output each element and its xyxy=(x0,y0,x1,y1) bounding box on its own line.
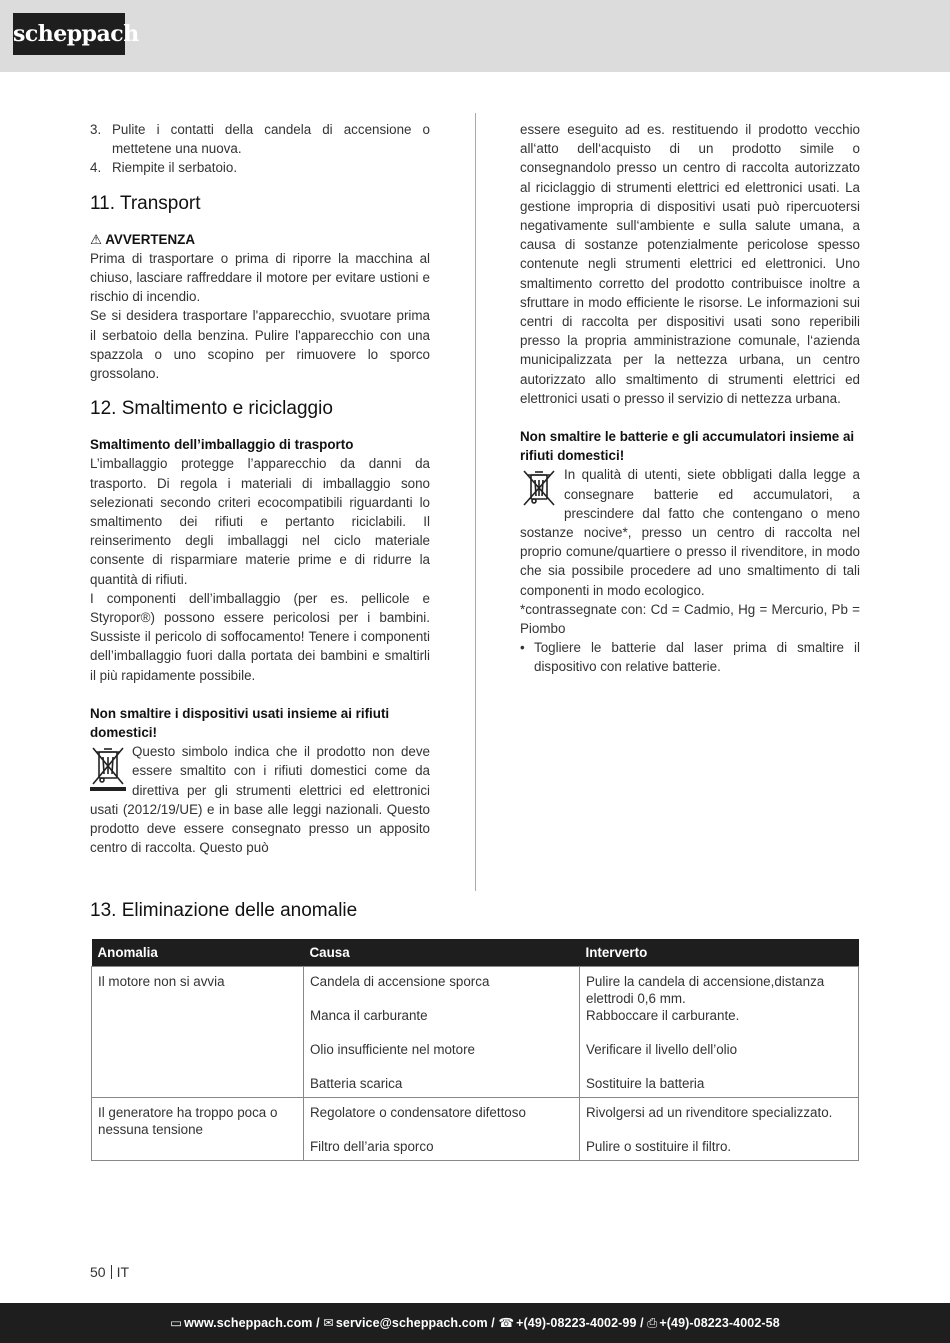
packaging-paragraph: L’imballaggio protegge l’apparecchio da danni da trasporto. Di regola i materiali di imballaggio sono selezionati secondo criteri ecocompatibili riguardanti lo smaltimento dei rifiuti e pertanto riciclabili. Il reinserimento degli imballaggi nel ciclo materiale consente di risparmiare materie prime e di ridurre la quantità di rifiuti. xyxy=(90,456,430,587)
cell-text: Regolatore o condensatore difettoso xyxy=(310,1105,526,1120)
cell-text: Rivolgersi ad un rivenditore specializzato. xyxy=(586,1105,833,1120)
fax-number: +(49)-08223-4002-58 xyxy=(659,1316,780,1330)
website-link[interactable]: www.scheppach.com xyxy=(184,1316,313,1330)
column-divider xyxy=(475,113,476,891)
cell-text: Verificare il livello dell’olio xyxy=(586,1042,738,1057)
footer-separator: / xyxy=(491,1316,495,1330)
section-heading-smaltimento: 12. Smaltimento e riciclaggio xyxy=(90,398,333,420)
list-item xyxy=(90,158,430,177)
list-item-text: Pulite i contatti della candela di accensione o mettetene una nuova. xyxy=(112,122,430,157)
table-row xyxy=(92,1098,859,1161)
table-cell-anomalia xyxy=(92,1098,304,1161)
list-item xyxy=(90,120,430,158)
list-item-text: Riempite il serbatoio. xyxy=(112,160,238,176)
column-header-causa: Causa xyxy=(304,939,580,967)
table-cell-causa xyxy=(304,1098,580,1161)
cell-text: Il generatore ha troppo poca o nessuna tensione xyxy=(98,1105,278,1137)
transport-paragraph: Se si desidera trasportare l'apparecchio, svuotare prima il serbatoio della benzina. Pulire l'apparecchio con una spazzola o uno scopino per rimuovere lo sporco grossolano. xyxy=(90,308,430,382)
email-link[interactable]: service@scheppach.com xyxy=(335,1316,488,1330)
page-number xyxy=(90,1264,129,1280)
scheppach-logo[interactable]: scheppach xyxy=(13,13,125,55)
cell-text: Pulire o sostituire il filtro. xyxy=(586,1139,732,1154)
left-column xyxy=(90,120,430,858)
page-language: IT xyxy=(116,1264,130,1280)
phone-icon: ☎ xyxy=(498,1316,515,1330)
cell-text: Rabboccare il carburante. xyxy=(586,1008,740,1023)
warning-label: ⚠ AVVERTENZA xyxy=(90,231,195,247)
list-item-number: 3. xyxy=(90,122,102,137)
devices-disposal-heading: Non smaltire i dispositivi usati insieme ai rifiuti domestici! xyxy=(90,705,390,741)
phone-number[interactable]: +(49)-08223-4002-99 xyxy=(516,1316,637,1330)
cell-text: Batteria scarica xyxy=(310,1076,403,1091)
bullet-dot: • xyxy=(520,640,525,656)
troubleshooting-table xyxy=(91,939,859,1161)
footer-contacts xyxy=(0,1315,950,1331)
footer-separator: / xyxy=(316,1316,320,1330)
fax-icon: ⎙ xyxy=(647,1316,658,1330)
section-heading-anomalie: 13. Eliminazione delle anomalie xyxy=(90,900,358,921)
disposal-continued-paragraph: essere eseguito ad es. restituendo il prodotto vecchio all‘atto dell‘acquisto di un prodotto simile o consegnandolo presso un centro di raccolta autorizzato al riciclaggio di strumenti elettrici ed elettronici usati. La gestione impropria di dispositivi usati può ripercuotersi negativamente sull‘ambiente e sulla salute umana, a causa di sostanze potenzialmente pericolose spesso contenute negli strumenti elettrici ed elettronici. Uno smaltimento corretto del prodotto contribuisce inoltre a sfruttare in modo efficiente le risorse. Le informazioni sui centri di raccolta per dispositivi usati sono reperibili presso la propria amministrazione comunale, l‘azienda municipalizzata per la nettezza urbana, un centro autorizzato allo smaltimento di strumenti elettrici ed elettronici usati o presso il servizio di nettezza urbana. xyxy=(520,122,860,406)
transport-paragraph: Prima di trasportare o prima di riporre la macchina al chiuso, lasciare raffreddare il motore per evitare ustioni e rischio di incendio. xyxy=(90,250,430,305)
table-cell-intervento xyxy=(580,967,859,1098)
table-header-row xyxy=(92,939,859,967)
devices-disposal-text: Questo simbolo indica che il prodotto non deve essere smaltito con i rifiuti domestici come da direttiva per gli strumenti elettrici ed elettronici usati (2012/19/UE) e in base alle leggi nazionali. Questo prodotto deve essere consegnato presso un apposito centro di raccolta. Questo può xyxy=(90,744,430,856)
cell-text: Pulire la candela di accensione,distanza elettrodi 0,6 mm. xyxy=(586,974,825,1006)
packaging-subheading: Smaltimento dell’imballaggio di trasporto xyxy=(90,437,354,453)
footer-bar xyxy=(0,1303,950,1343)
list-item xyxy=(520,638,860,676)
right-column xyxy=(520,120,860,677)
cell-text: Sostituire la batteria xyxy=(586,1076,705,1091)
packaging-paragraph: I componenti dell’imballaggio (per es. pellicole e Styropor®) possono essere pericolosi per i bambini. Sussiste il pericolo di soffocamento! Tenere i componenti dell’imballaggio fuori dalla portata dei bambini e smaltirli il più rapidamente possibile. xyxy=(90,590,430,683)
column-header-anomalia: Anomalia xyxy=(92,939,304,967)
bullet-text: Togliere le batterie dal laser prima di smaltire il dispositivo con relative batterie. xyxy=(534,640,860,675)
table-cell-causa xyxy=(304,967,580,1098)
table-cell-anomalia xyxy=(92,967,304,1098)
weee-crossed-bin-icon xyxy=(90,744,126,792)
battery-disposal-text: In qualità di utenti, siete obbligati dalla legge a consegnare batterie ed accumulatori, a prescindere dal fatto che contengano o meno sostanze nocive*, presso un centro di raccolta nel proprio comune/quartiere o presso il rivenditore, in modo che sia possibile procedere ad uno smaltimento di tali componenti in modo ecologico. xyxy=(520,467,860,598)
cell-text: Candela di accensione sporca xyxy=(310,974,490,989)
battery-crossed-bin-icon xyxy=(520,467,558,507)
section-heading-transport: 11. Transport xyxy=(90,192,201,214)
list-item-number: 4. xyxy=(90,160,102,176)
table-row xyxy=(92,967,859,1098)
cell-text: Filtro dell’aria sporco xyxy=(310,1139,434,1154)
email-icon: ✉ xyxy=(323,1316,334,1330)
footer-separator: / xyxy=(640,1316,644,1330)
maintenance-steps-list xyxy=(90,120,430,178)
computer-icon: ▭ xyxy=(170,1316,183,1330)
cell-text: Manca il carburante xyxy=(310,1008,428,1023)
header-band xyxy=(0,0,950,72)
battery-disposal-heading: Non smaltire le batterie e gli accumulatori insieme ai rifiuti domestici! xyxy=(520,429,855,464)
table-cell-intervento xyxy=(580,1098,859,1161)
column-header-intervento: Interverto xyxy=(580,939,859,967)
cell-text: Olio insufficiente nel motore xyxy=(310,1042,475,1057)
battery-note: *contrassegnate con: Cd = Cadmio, Hg = Mercurio, Pb = Piombo xyxy=(520,601,860,637)
cell-text: Il motore non si avvia xyxy=(98,974,225,989)
page-number-value: 50 xyxy=(90,1264,106,1280)
